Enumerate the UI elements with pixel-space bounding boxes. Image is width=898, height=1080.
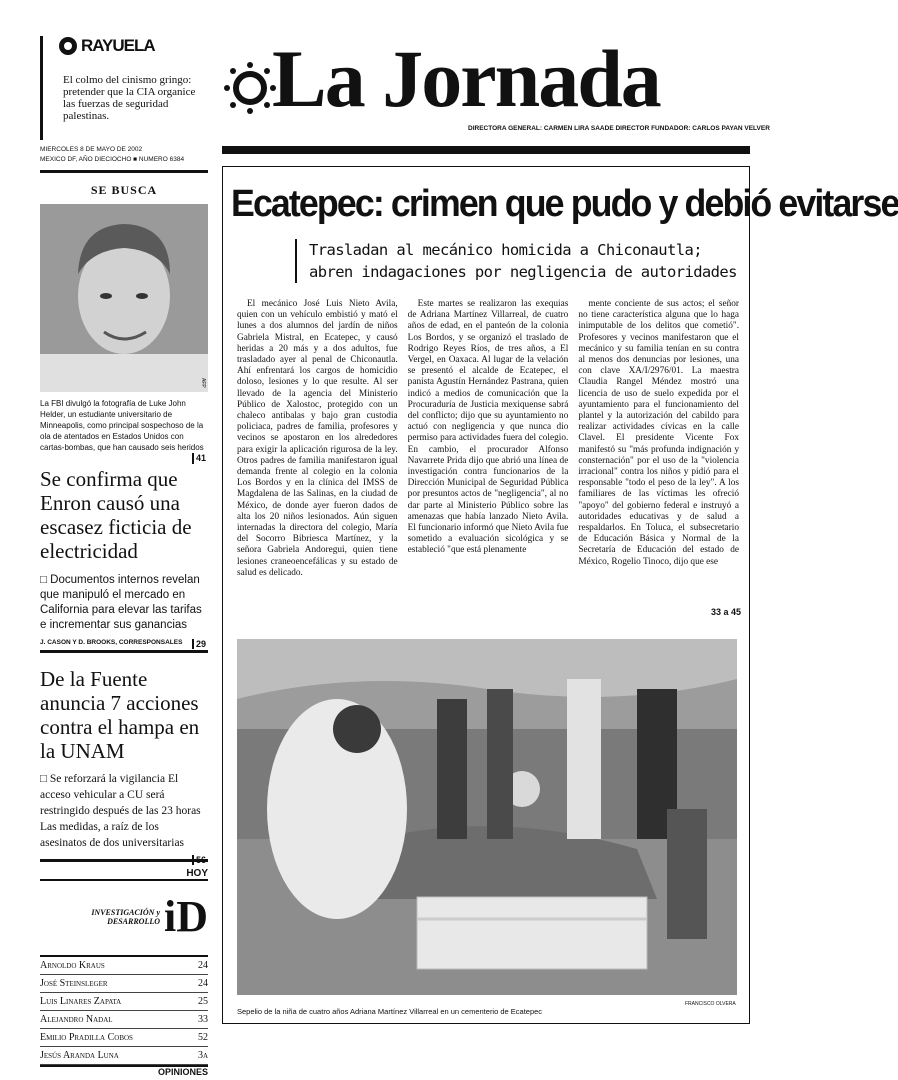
columnist-row [40, 1011, 208, 1029]
enron-summary-text: Documentos internos revelan que manipuló el mercado en California para elevar las tarifas e incrementar sus ganancias [40, 574, 202, 631]
columnist-page: 24 [198, 978, 208, 989]
rayuela-box [40, 36, 208, 140]
columnist-row [40, 1047, 208, 1065]
columnist-page: 25 [198, 996, 208, 1007]
funeral-photo-image [237, 639, 737, 995]
columnist-row [40, 1029, 208, 1047]
funeral-photo [237, 639, 737, 995]
columnist-page: 33 [198, 1014, 208, 1025]
bullet-icon: □ [40, 773, 50, 785]
suspect-portrait-image [40, 204, 208, 392]
unam-page-ref: 56 [192, 855, 208, 865]
funeral-photo-credit: FRANCISCO OLVERA [685, 1001, 736, 1007]
left-column [40, 170, 208, 1077]
masthead-logo: La Jornada [272, 33, 660, 124]
main-story [222, 166, 898, 1024]
unam-summary-text: Se reforzará la vigilancia El acceso vehicular a CU será restringido después de las 23 horas Las medidas, a raíz de los asesinatos de dos universitarias [40, 773, 201, 849]
suspect-photo-credit: AFP [200, 378, 206, 388]
dateline-number: NUMERO 6384 [138, 156, 185, 163]
columnist-row [40, 957, 208, 975]
hoy-label: HOY [40, 868, 208, 881]
unam-headline: De la Fuente anuncia 7 acciones contra el hampa en la UNAM [40, 667, 200, 763]
opiniones-label: OPINIONES [40, 1065, 208, 1077]
id-logo: iD [164, 892, 208, 941]
main-headline: Ecatepec: crimen que pudo y debió evitarse [231, 183, 898, 225]
dateline: MIERCOLES 8 DE MAYO DE 2002 MEXICO DF, AÑO DIECIOCHO ■ NUMERO 6384 [40, 145, 208, 165]
main-column-1-text: El mecánico José Luis Nieto Avila, quien con un vehículo embistió y mató el lunes a dos alumnos del jardín de niños Gabriela Mistral, en Ecatepec, y causó heridas a 20 más y a dos adultos, fue trasladado ayer al penal de Chiconautla. Ahí enfrentará los cargos de homicidio doloso, lesiones y lo que resulte. Al ser llevado de la agencia del Ministerio Público de Xalostoc, protegido con un chaleco antibalas y bajo gran custodia policiaca, padres de familia, profesores y vecinos se apostaron en los alrededores para exigir la aplicación rigurosa de la ley. Otros padres de familia manifestaron igual demanda frente al colegio en la colonia Los Bordos y en la clínica del IMSS de Magdalena de las Salinas, en la ciudad de México, de donde ayer fueron dados de alta los 20 niños lesionados. Aún siguen internadas la directora del colegio, María del Socorro Bibriesca Martínez, y la señora Gabriela Andoregui, quien tiene lesiones craneoencefálicas y su estado de salud es delicado. [237, 299, 398, 578]
main-column-3 [578, 299, 739, 629]
suspect-photo-caption [40, 398, 208, 463]
enron-byline-text: J. CASON Y D. BROOKS, CORRESPONSALES [40, 639, 183, 646]
suspect-photo [40, 204, 208, 392]
id-section [40, 892, 208, 941]
masthead-rule [222, 146, 750, 154]
main-columns [237, 299, 739, 629]
columnist-name: José Steinsleger [40, 978, 108, 989]
rayuela-icon [59, 37, 77, 55]
enron-byline [40, 639, 208, 653]
rayuela-text: El colmo del cinismo gringo: pretender que la CIA organice las fuerzas de seguridad palestinas. [63, 74, 196, 122]
columnist-name: Arnoldo Kraus [40, 960, 105, 971]
columnist-page: 52 [198, 1032, 208, 1043]
columnist-name: Jesús Aranda Luna [40, 1050, 119, 1061]
main-page-ref: 33 a 45 [711, 607, 742, 617]
columnist-row [40, 993, 208, 1011]
enron-page-ref: 29 [192, 639, 208, 649]
main-subhead: Trasladan al mecánico homicida a Chiconautla; abren indagaciones por negligencia de autoridades [295, 239, 743, 283]
columnist-row [40, 975, 208, 993]
main-column-2 [408, 299, 569, 629]
bullet-icon: □ [40, 574, 51, 586]
main-column-2-text: Este martes se realizaron las exequias de Adriana Martínez Villarreal, de cuatro años de edad, en el panteón de la colonia Los Bordos, y se organizó el traslado de Rodrigo Reyes Ríos, de tres años, a El Vergel, en Oaxaca. Al lugar de la velación se presentó el alcalde de Ecatepec, el panista Agustín Hernández Pastrana, quien indicó a medios de comunicación que la Procuraduría de Justicia mexiquense sabrá del conflicto; dijo que su ayuntamiento no actuó con negligencia y que nunca dio permiso para actividades fuera del colegio. En cambio, el procurador Alfonso Navarrete Prida dijo que abrió una línea de investigación contra funcionarios de la Dirección Municipal de Seguridad Pública por presuntos actos de "negligencia", al no dar parte al Ministerio Público sobre las amenazas que había lanzado Nieto Avila. El funcionario informó que Nieto Avila fue sometido a evaluación sicológica y se estableció "que está plenamente [407, 299, 569, 556]
rayuela-title: RAYUELA [81, 36, 155, 55]
enron-headline: Se confirma que Enron causó una escasez ficticia de electricidad [40, 467, 192, 563]
sebusca-label: SE BUSCA [40, 170, 208, 204]
columnist-page: 24 [198, 960, 208, 971]
columnist-page: 3a [197, 1050, 208, 1061]
unam-ref-line [40, 855, 208, 865]
masthead-directors: DIRECTORA GENERAL: CARMEN LIRA SAADE DIRECTOR FUNDADOR: CARLOS PAYAN VELVER [468, 125, 770, 132]
masthead-sun-icon [222, 60, 278, 116]
id-section-text: INVESTIGACIÓN y DESARROLLO [91, 908, 160, 926]
columnist-name: Emilio Pradilla Cobos [40, 1032, 133, 1043]
main-column-3-text: mente conciente de sus actos; el señor no tiene característica alguna que lo haga inimputable de los delitos que cometió". Profesores y vecinos manifestaron que el mecánico y su familia tenían en su contra al menos dos denuncias por lesiones, una con clave XA/I/2976/01. La maestra Claudia Rangel Méndez mostró una licencia de uso de suelo expedida por el ayuntamiento para el funcionamiento del plantel y la autorización del cabildo para realizar actividades cívicas en la calle Clavel. El presidente Vicente Fox manifestó su "más profunda indignación y consternación" por el uso de la "violencia irracional" contra los niños y pidió para el responsable "todo el peso de la ley". A los familiares de las víctimas les ofreció "apoyo" del gobierno federal e instruyó a autoridades educativas y de salud a respaldarlos. En Toluca, el subsecretario de Educación Básica y Normal de la Secretaría de Educación del estado de México, Rogelio Tinoco, dijo que ese [578, 299, 740, 567]
dateline-date: MIERCOLES 8 DE MAYO DE 2002 [40, 146, 143, 153]
columnists-list [40, 955, 208, 1065]
funeral-photo-caption: Sepelio de la niña de cuatro años Adriana Martínez Villarreal en un cementerio de Ecatepec [237, 1007, 543, 1016]
unam-summary [40, 771, 208, 851]
suspect-page-ref: 41 [192, 453, 208, 464]
dateline-edition: MEXICO DF, AÑO DIECIOCHO [40, 156, 132, 163]
suspect-caption-text: La FBI divulgó la fotografía de Luke John Helder, un estudiante universitario de Minneapolis, como principal sospechoso de la ola de atentados en Estados Unidos con cartas-bombas, que han causado seis heridos [40, 399, 204, 452]
columnist-name: Alejandro Nadal [40, 1014, 113, 1025]
main-column-1 [237, 299, 398, 629]
enron-summary [40, 573, 208, 633]
rayuela-header [59, 36, 208, 56]
columnist-name: Luis Linares Zapata [40, 996, 122, 1007]
